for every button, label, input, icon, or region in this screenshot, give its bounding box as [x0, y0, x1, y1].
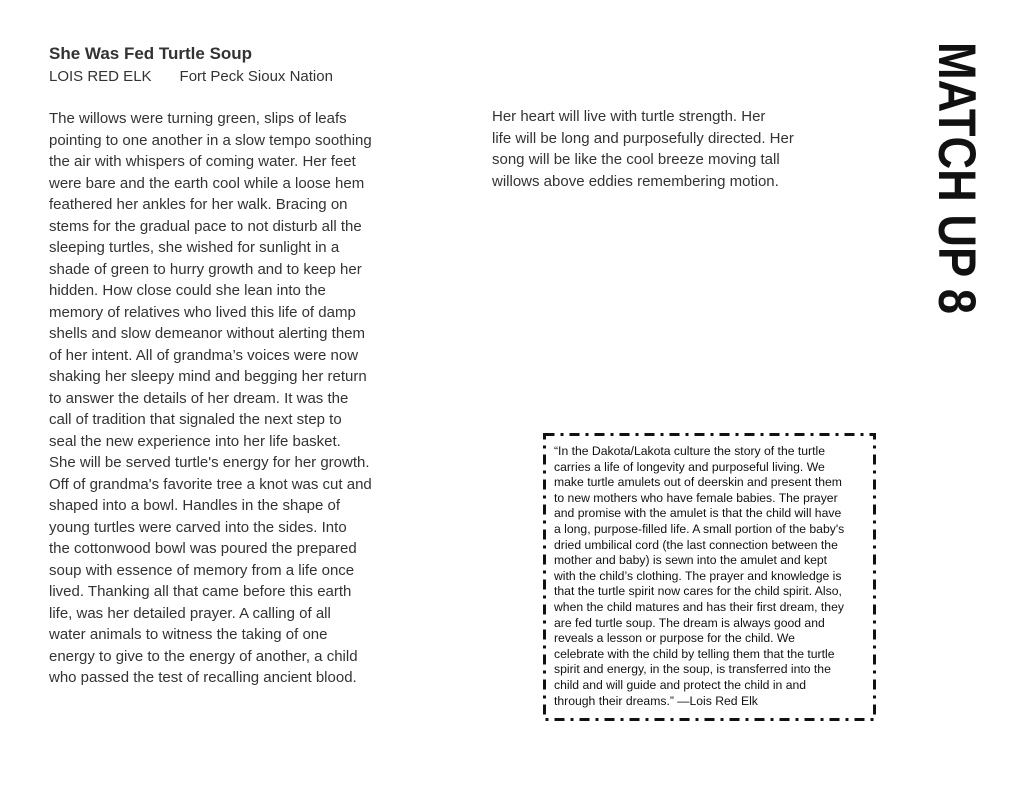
poem-line: who passed the test of recalling ancient blood. — [49, 669, 357, 686]
poem-line: shaped into a bowl. Handles in the shape of — [49, 497, 341, 514]
side-title-svg — [926, 40, 993, 320]
note-line: spirit and energy, in the soup, is transferred into the — [554, 662, 831, 677]
note-line: child and will guide and protect the child in and — [554, 677, 807, 692]
note-line: reveals a lesson or purpose for the child. We — [554, 631, 795, 646]
poem-line: of her intent. All of grandma’s voices were now — [49, 346, 359, 364]
sidebar-note-text — [554, 444, 866, 709]
poem-line: hidden. How close could she lean into the — [49, 282, 326, 299]
poem-line: life will be long and purposefully directed. Her — [492, 129, 794, 147]
poem-line: sleeping turtles, she wished for sunlight in a — [49, 239, 340, 256]
poem-line: the air with whispers of coming water. Her feet — [49, 153, 356, 170]
poem-line: stems for the gradual pace to not disturb all the — [49, 217, 362, 235]
side-title-text: MATCH UP 8 — [926, 42, 986, 223]
side-title — [926, 40, 993, 320]
poem-line: Her heart will live with turtle strength. Her — [492, 108, 766, 125]
poem-line: feathered her ankles for her walk. Bracing on — [49, 196, 348, 213]
note-line: through their dreams.” —Lois Red Elk — [554, 693, 758, 708]
poem-line: shells and slow demeanor without alerting them — [49, 325, 366, 342]
note-line: a long, purpose-filled life. A small portion of the baby's — [554, 521, 845, 536]
poem-line: to answer the details of her dream. It was the — [49, 389, 349, 407]
note-line: when the child matures and has their first dream, they — [554, 599, 844, 614]
note-line: carries a life of longevity and purposeful living. We — [554, 459, 825, 474]
note-line: dried umbilical cord (the last connection between the — [554, 537, 838, 552]
poem-line: the cottonwood bowl was poured the prepared — [49, 540, 357, 557]
poem-line: call of tradition that signaled the next step to — [49, 411, 342, 428]
note-line: that the turtle spirit now cares for the child spirit. Also, — [554, 584, 842, 599]
poem-line: energy to give to the energy of another, a child — [49, 647, 358, 665]
poem-line: shaking her sleepy mind and begging her return — [49, 368, 367, 385]
poem-line: pointing to one another in a slow tempo soothing — [49, 131, 372, 149]
note-line: “In the Dakota/Lakota culture the story of the turtle — [554, 444, 825, 458]
poem-line: lived. Thanking all that came before this earth — [49, 583, 352, 600]
poem-line: life, was her detailed prayer. A calling of all — [49, 604, 331, 622]
poem-line: willows above eddies remembering motion. — [492, 172, 779, 190]
poem-line: seal the new experience into her life basket. — [49, 432, 341, 450]
poem-title: She Was Fed Turtle Soup — [49, 44, 253, 63]
note-line: to new mothers who have female babies. The prayer — [554, 490, 838, 505]
note-line: are fed turtle soup. The dream is always good and — [554, 615, 825, 630]
poem-body — [49, 108, 394, 689]
author-name: LOIS RED ELK — [49, 68, 152, 85]
poem-line: soup with essence of memory from a life once — [49, 561, 355, 579]
poem-line: Off of grandma's favorite tree a knot was cut and — [49, 475, 372, 493]
note-line: celebrate with the child by telling them that the turtle — [554, 646, 835, 661]
poem-line: water animals to witness the taking of one — [49, 626, 328, 643]
author-nation: Fort Peck Sioux Nation — [179, 68, 333, 85]
poem-line: The willows were turning green, slips of leafs — [49, 110, 347, 127]
poem-line: shade of green to hurry growth and to keep her — [49, 260, 362, 278]
poem-line: She will be served turtle's energy for her growth. — [49, 454, 370, 471]
poem-line: song will be like the cool breeze moving tall — [492, 151, 780, 168]
note-line: with the child’s clothing. The prayer and knowledge is — [554, 568, 842, 583]
poem-line: young turtles were carved into the sides. Into — [49, 518, 347, 536]
note-line: make turtle amulets out of deerskin and present them — [554, 475, 842, 490]
poem-line: were bare and the earth cool while a loose hem — [49, 174, 365, 192]
note-line: and promise with the amulet is that the child will have — [554, 506, 842, 521]
note-line: mother and baby) is sewn into the amulet and kept — [554, 553, 828, 568]
poem-line: memory of relatives who lived this life of damp — [49, 303, 356, 321]
sidebar-note-box — [543, 433, 876, 721]
poem-second-stanza — [492, 106, 822, 192]
byline — [49, 68, 333, 85]
